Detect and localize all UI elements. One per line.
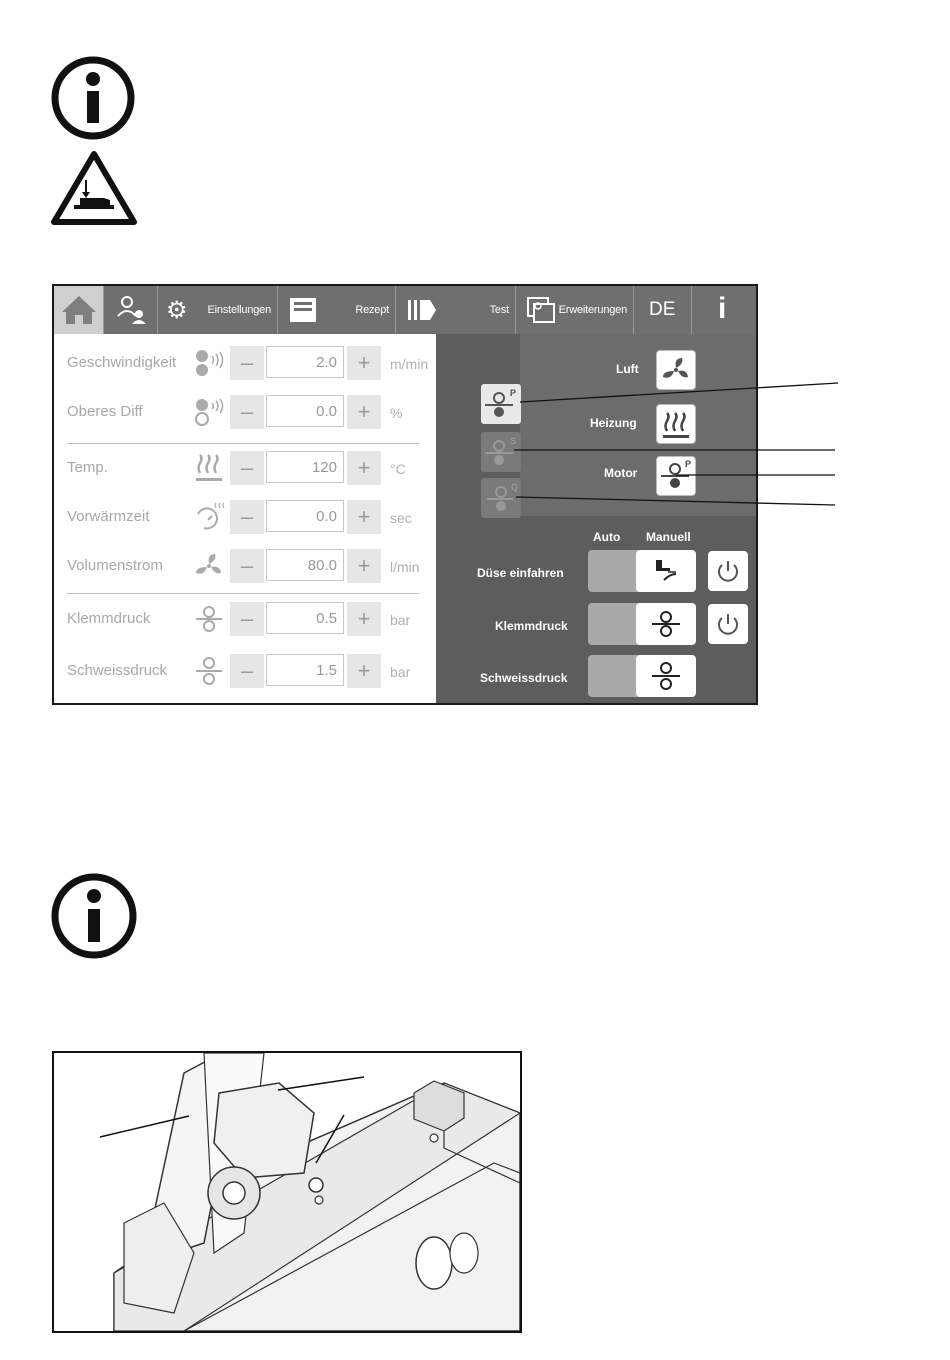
preheat-value[interactable]: 0.0: [266, 500, 344, 532]
param-unit: m/min: [390, 356, 429, 372]
clamp-pressure-label: Klemmdruck: [495, 619, 568, 633]
decrement-button[interactable]: –: [230, 451, 264, 485]
luft-label: Luft: [616, 362, 639, 376]
param-unit: °C: [390, 461, 406, 477]
param-name: Geschwindigkeit: [67, 354, 177, 371]
svg-text:Q: Q: [511, 482, 519, 492]
increment-button[interactable]: +: [347, 395, 381, 429]
increment-button[interactable]: +: [347, 654, 381, 688]
param-name: Volumenstrom: [67, 557, 163, 574]
param-unit: bar: [390, 612, 411, 628]
param-name: Klemmdruck: [67, 610, 151, 627]
param-unit: bar: [390, 664, 411, 680]
param-unit: sec: [390, 510, 412, 526]
temp-value[interactable]: 120: [266, 451, 344, 483]
clamp-pressure-value[interactable]: 0.5: [266, 602, 344, 634]
heizung-label: Heizung: [590, 416, 637, 430]
param-unit: l/min: [390, 559, 420, 575]
language-label: DE: [649, 299, 676, 320]
nozzle-retract-label: Düse einfahren: [477, 566, 564, 580]
volume-flow-value[interactable]: 80.0: [266, 549, 344, 581]
gear-icon: ⚙: [166, 297, 188, 324]
param-name: Oberes Diff: [67, 403, 143, 420]
recipe-label: Rezept: [355, 304, 389, 316]
param-name: Temp.: [67, 459, 108, 476]
decrement-button[interactable]: –: [230, 500, 264, 534]
manual-header: Manuell: [646, 530, 691, 544]
increment-button[interactable]: +: [347, 549, 381, 583]
param-name: Vorwärmzeit: [67, 508, 150, 525]
settings-label: Einstellungen: [207, 304, 271, 316]
param-name: Schweissdruck: [67, 662, 168, 679]
test-label: Test: [489, 304, 509, 316]
info-nav-label: i: [718, 292, 727, 325]
decrement-button[interactable]: –: [230, 602, 264, 636]
svg-text:P: P: [510, 388, 517, 398]
increment-button[interactable]: +: [347, 602, 381, 636]
param-unit: %: [390, 405, 403, 421]
increment-button[interactable]: +: [347, 451, 381, 485]
decrement-button[interactable]: –: [230, 346, 264, 380]
speed-value[interactable]: 2.0: [266, 346, 344, 378]
machine-illustration: [52, 1051, 522, 1333]
decrement-button[interactable]: –: [230, 654, 264, 688]
svg-text:P: P: [685, 459, 692, 469]
extensions-label: Erweiterungen: [558, 304, 627, 316]
info-icon: [50, 872, 138, 960]
weld-pressure-value[interactable]: 1.5: [266, 654, 344, 686]
auto-header: Auto: [593, 530, 621, 544]
motor-label: Motor: [604, 466, 638, 480]
increment-button[interactable]: +: [347, 500, 381, 534]
decrement-button[interactable]: –: [230, 395, 264, 429]
decrement-button[interactable]: –: [230, 549, 264, 583]
increment-button[interactable]: +: [347, 346, 381, 380]
upper-diff-value[interactable]: 0.0: [266, 395, 344, 427]
svg-text:S: S: [510, 436, 517, 446]
weld-pressure-label: Schweissdruck: [480, 671, 568, 685]
